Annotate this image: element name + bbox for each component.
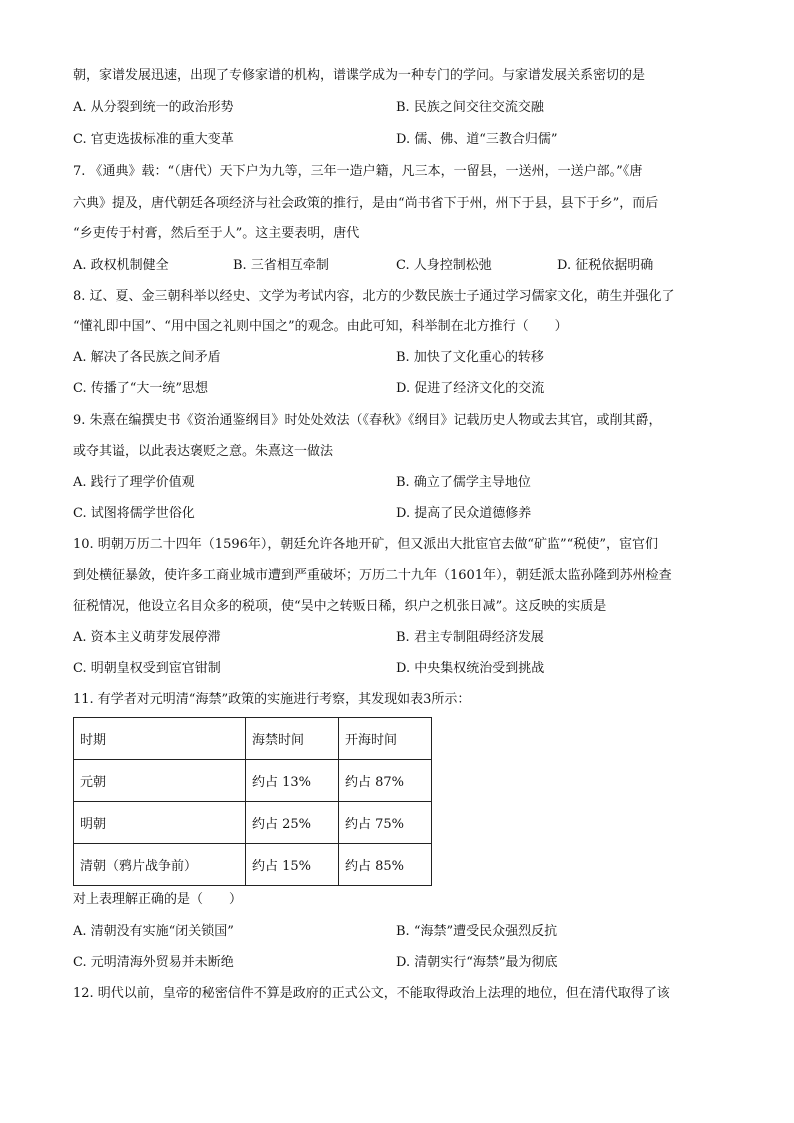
q10-stem-line1: 10. 明朝万历二十四年（1596年），朝廷允许各地开矿，但又派出大批宦官去做“矿监”“税使”，宦官们 bbox=[73, 537, 658, 552]
q8-option-c: C. 传播了“大一统”思想 bbox=[73, 381, 209, 396]
table-cell: 约占 25% bbox=[246, 802, 339, 844]
q9-option-b: B. 确立了儒学主导地位 bbox=[396, 475, 531, 490]
q8-option-b: B. 加快了文化重心的转移 bbox=[396, 350, 544, 365]
q9-option-d: D. 提高了民众道德修养 bbox=[396, 506, 532, 521]
q11-question: 对上表理解正确的是（ ） bbox=[73, 892, 243, 907]
q10-stem-line3: 征税情况，他设立名目众多的税项，使“吴中之转贩日稀，织户之机张日减”。这反映的实质是 bbox=[73, 599, 607, 614]
q7-stem-line3: “乡吏传于村膏，然后至于人”。这主要表明，唐代 bbox=[73, 226, 360, 241]
table-cell: 约占 75% bbox=[339, 802, 432, 844]
table-cell: 清朝（鸦片战争前） bbox=[74, 844, 246, 886]
table-header-cell: 海禁时间 bbox=[246, 718, 339, 760]
q8-option-d: D. 促进了经济文化的交流 bbox=[396, 381, 545, 396]
q11-option-b: B. “海禁”遭受民众强烈反抗 bbox=[396, 924, 558, 939]
q9-stem-line1: 9. 朱熹在编撰史书《资治通鉴纲目》时处处效法（《春秋》《纲目》记载历史人物或去其官，或削其爵， bbox=[73, 413, 662, 428]
q12-stem-line1: 12. 明代以前，皇帝的秘密信件不算是政府的正式公文，不能取得政治上法理的地位，但在清代取得了该 bbox=[73, 986, 670, 1001]
q7-stem-line1: 7. 《通典》载：“（唐代）天下户为九等，三年一造户籍，凡三本，一留县，一送州，一送户部。”《唐 bbox=[73, 164, 643, 179]
q9-stem-line2: 或夺其谥，以此表达褒贬之意。朱熹这一做法 bbox=[73, 444, 334, 459]
q7-option-c: C. 人身控制松弛 bbox=[396, 258, 492, 273]
q10-option-a: A. 资本主义萌芽发展停滞 bbox=[73, 630, 221, 645]
table-3 bbox=[73, 717, 432, 886]
q7-option-d: D. 征税依据明确 bbox=[557, 258, 654, 273]
table-row bbox=[74, 802, 432, 844]
q6-option-b: B. 民族之间交往交流交融 bbox=[396, 100, 544, 115]
table-row bbox=[74, 760, 432, 802]
q8-option-a: A. 解决了各民族之间矛盾 bbox=[73, 350, 221, 365]
table-cell: 约占 13% bbox=[246, 760, 339, 802]
q7-option-a: A. 政权机制健全 bbox=[73, 258, 169, 273]
q7-option-b: B. 三省相互牵制 bbox=[233, 258, 329, 273]
q10-stem-line2: 到处横征暴敛，使许多工商业城市遭到严重破坏；万历二十九年（1601年），朝廷派太监孙隆到苏州检查 bbox=[73, 568, 672, 583]
q11-option-c: C. 元明清海外贸易并未断绝 bbox=[73, 955, 234, 970]
q10-option-b: B. 君主专制阻碍经济发展 bbox=[396, 630, 544, 645]
q8-stem-line2: “懂礼即中国”、“用中国之礼则中国之”的观念。由此可知，科举制在北方推行（ ） bbox=[73, 319, 568, 334]
q11-stem: 11. 有学者对元明清“海禁”政策的实施进行考察，其发现如表3所示： bbox=[73, 692, 471, 707]
q9-option-c: C. 试图将儒学世俗化 bbox=[73, 506, 195, 521]
q9-option-a: A. 践行了理学价值观 bbox=[73, 475, 195, 490]
q6-option-c: C. 官吏选拔标准的重大变革 bbox=[73, 132, 234, 147]
table-cell: 约占 85% bbox=[339, 844, 432, 886]
q11-option-a: A. 清朝没有实施“闭关锁国” bbox=[73, 924, 234, 939]
q6-option-d: D. 儒、佛、道“三教合归儒” bbox=[396, 132, 558, 147]
table-cell: 明朝 bbox=[74, 802, 246, 844]
q7-stem-line2: 六典》提及，唐代朝廷各项经济与社会政策的推行，是由“尚书省下于州，州下于县，县下于乡”，而后 bbox=[73, 196, 659, 211]
table-header-row bbox=[74, 718, 432, 760]
table-cell: 元朝 bbox=[74, 760, 246, 802]
q10-option-c: C. 明朝皇权受到宦官钳制 bbox=[73, 661, 221, 676]
table-row bbox=[74, 844, 432, 886]
table-cell: 约占 87% bbox=[339, 760, 432, 802]
q8-stem-line1: 8. 辽、夏、金三朝科举以经史、文学为考试内容，北方的少数民族士子通过学习儒家文化，萌生并强化了 bbox=[73, 289, 675, 304]
table-cell: 约占 15% bbox=[246, 844, 339, 886]
q10-option-d: D. 中央集权统治受到挑战 bbox=[396, 661, 545, 676]
table-header-cell: 时期 bbox=[74, 718, 246, 760]
q6-stem-tail: 朝，家谱发展迅速，出现了专修家谱的机构，谱谍学成为一种专门的学问。与家谱发展关系密切的是 bbox=[73, 68, 646, 83]
q6-option-a: A. 从分裂到统一的政治形势 bbox=[73, 100, 234, 115]
table-header-cell: 开海时间 bbox=[339, 718, 432, 760]
q11-option-d: D. 清朝实行“海禁”最为彻底 bbox=[396, 955, 558, 970]
